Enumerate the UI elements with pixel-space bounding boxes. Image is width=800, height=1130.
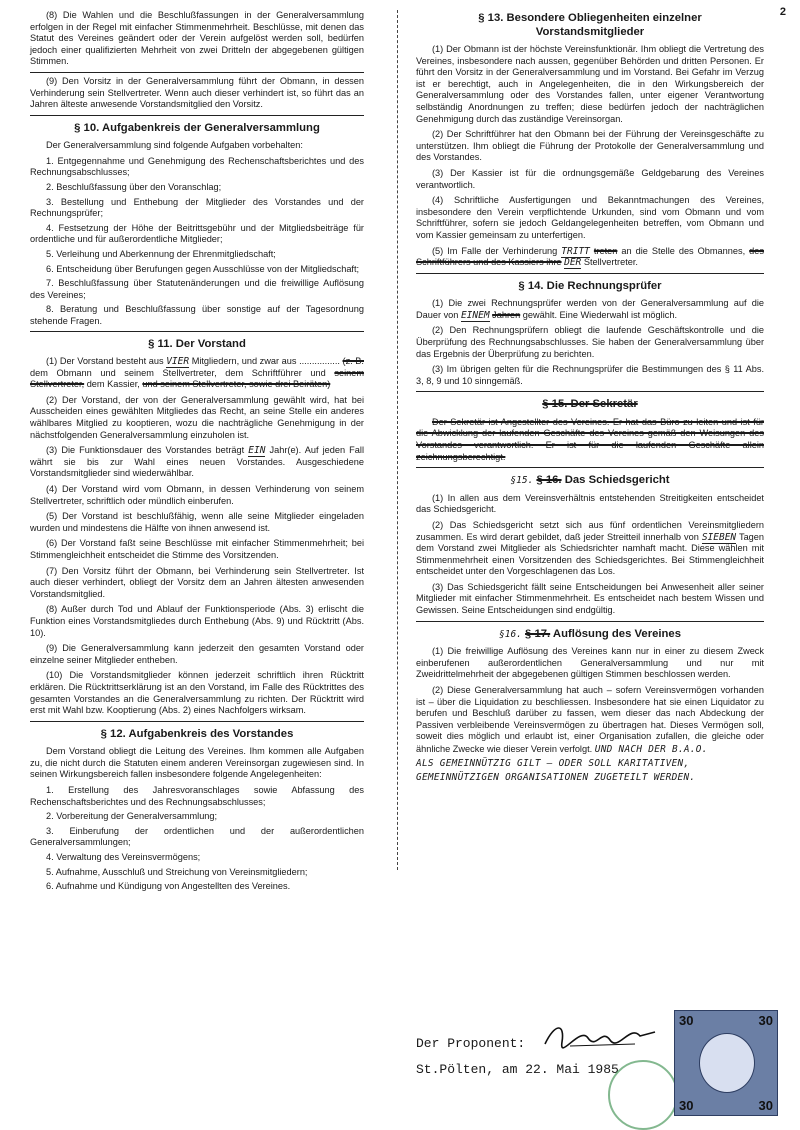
list-item: 1. Erstellung des Jahresvoranschlages sowie Abfassung des Rechenschaftsberichtes und des Rechnungsabschlusses; (30, 784, 364, 807)
right-column (416, 10, 764, 785)
section-16-paragraph-2 (416, 685, 764, 757)
struck-text: Jahren (492, 309, 521, 320)
handwritten-addition: UND NACH DER B.A.O. (594, 743, 708, 755)
list-item: 1. Entgegennahme und Genehmigung des Rechenschaftsberichtes und des Rechnungsabschlusses; (30, 155, 364, 178)
struck-text: des Schriftführers und des Kassiers ihre (416, 245, 764, 268)
text-fragment: Mitgliedern, und zwar aus (191, 356, 297, 367)
revenue-stamp (674, 1010, 778, 1116)
text-fragment: (3) Die Funktionsdauer des Vorstandes beträgt (46, 445, 245, 456)
vorstand-paragraph-6: (6) Der Vorstand faßt seine Beschlüsse mit einfacher Stimmenmehrheit; bei Stimmengleichheit entscheidet die Stimme des Vorsitzenden. (30, 538, 364, 560)
vorstand-paragraph-10: (10) Die Vorstandsmitglieder können jederzeit schriftlich ihren Rücktritt erklären. Die Rücktrittserklärung ist an den Vorstand, im Falle des Rücktrittes des gesamten Vorstandes an die Generalversammlung zu richten. Der Rücktritt wird erst mit Wahl bzw. Kooptierung (Abs. 2) eines Nachfolgers wirksam. (30, 670, 364, 716)
text-fragment: (2) Das Schiedsgericht setzt sich aus fünf ordentlichen Vereinsmitgliedern zusammen. Es wird derart gebildet, daß jeder Streitteil innerhalb von (416, 519, 764, 542)
section-14-paragraph-3: (3) Im übrigen gelten für die Rechnungsprüfer die Bestimmungen des § 11 Abs. 3, 8, 9 und 10 sinngemäß. (416, 364, 764, 386)
section-11-title: § 11. Der Vorstand (148, 337, 246, 350)
list-item: 2. Vorbereitung der Generalversammlung; (46, 811, 218, 822)
text-fragment: Tagen dem Vorstand zwei Mitglieder als Schiedsrichter namhaft macht. Diese wählen mit Stimmenmehrheit einen Vorsitzenden des Schiedsgerichtes. Bei Stimmengleichheit entscheidet unter den Vorgeschlagenen das Los. (416, 531, 765, 577)
section-15-old-title: § 15. Der Sekretär (542, 398, 638, 411)
title-text: Das Schiedsgericht (564, 474, 670, 487)
list-item: 2. Beschlußfassung über den Voranschlag; (46, 182, 222, 193)
stamp-value: 30 (758, 1013, 773, 1028)
divider (416, 273, 764, 274)
stamp-value: 30 (679, 1013, 694, 1028)
section-13-paragraph-2: (2) Der Schriftführer hat den Obmann bei der Führung der Vereinsgeschäfte zu unterstützen. Ihm obliegt die Führung der Protokolle der Generalversammlung und des Vorstandes. (416, 129, 764, 163)
list-item: 3. Einberufung der ordentlichen und der außerordentlichen Generalversammlungen; (30, 825, 364, 848)
text-fragment: Jahr(e). Auf jeden Fall währt sie bis zur Wahl eines neuen Vorstandes. Ausgeschiedene Vorstandsmitglieder sind wiederwählbar. (30, 445, 364, 479)
crest-icon (699, 1033, 755, 1093)
section-16-paragraph-1: (1) Die freiwillige Auflösung des Vereines kann nur in einer zu diesem Zweck einberufenen außerordentlichen Generalversammlung und nur mit Zweidrittelmehrheit der abgegebenen gültigen Stimmen beschlossen werden. (416, 646, 764, 680)
section-15-paragraph-2 (416, 520, 764, 578)
divider (30, 72, 364, 73)
column-divider (397, 10, 398, 870)
section-16-title (416, 628, 764, 642)
section-15-old-text: Der Sekretär ist Angestellter des Vereines. Er hat das Büro zu leiten und ist für die Abwicklung der laufenden Geschäfte des Vereines gemäß den Weisungen des Vorstandes verantwortlich. Er ist für die laufenden Geschäfte allein zeichnungsberechtigt. (416, 416, 764, 462)
text-fragment: (1) Der Vorstand besteht aus (46, 356, 164, 367)
handwritten-addition: GEMEINNÜTZIGEN ORGANISATIONEN ZUGETEILT WERDEN. (416, 771, 696, 783)
text-fragment: an die Stelle des Obmannes, (621, 245, 746, 256)
divider (416, 391, 764, 392)
handwritten-insert: VIER (166, 356, 190, 368)
title-text: Auflösung des Vereines (552, 627, 681, 640)
stamp-value: 30 (758, 1098, 773, 1113)
gv-paragraph-9: (9) Den Vorsitz in der Generalversammlung führt der Obmann, in dessen Verhinderung sein Stellvertreter. Wenn auch dieser verhindert ist, so führt das an Jahren älteste anwesende Vorstandsmitglied den Vorsitz. (30, 75, 364, 110)
divider (30, 115, 364, 116)
struck-text: und seinem Stellvertreter, sowie drei Beiräten) (142, 379, 331, 390)
section-12-title: § 12. Aufgabenkreis des Vorstandes (100, 727, 294, 740)
text-fragment: gewählt. Eine Wiederwahl ist möglich. (522, 309, 677, 320)
list-item: 5. Aufnahme, Ausschluß und Streichung von Vereinsmitgliedern; (46, 866, 308, 877)
vorstand-paragraph-1: (1) Der Vorstand besteht aus VIER Mitgliedern, und zwar aus ................ (z. B. dem Obmann und seinem Stellvertreter, dem Schriftführer und seinem Stellvertreter, dem Kassier, und seinem Stellvertreter, sowie drei Beiräten) (30, 356, 364, 390)
section-13-paragraph-5 (416, 246, 764, 269)
section-13-paragraph-4: (4) Schriftliche Ausfertigungen und Bekanntmachungen des Vereines, insbesondere den Verein verpflichtende Urkunden, sind vom Obmann und vom Schriftführer, sofern sie jedoch Geldangelegenheiten betreffen, vom Obmann und vom Kassier gemeinsam zu unterfertigen. (416, 195, 764, 240)
text-fragment: (5) Im Falle der Verhinderung (432, 245, 558, 256)
section-10-intro: Der Generalversammlung sind folgende Aufgaben vorbehalten: (46, 140, 303, 151)
handwritten-insert: TRITT (561, 245, 590, 257)
vorstand-paragraph-3 (30, 445, 364, 480)
proponent-label: Der Proponent: (416, 1036, 526, 1051)
vorstand-paragraph-9: (9) Die Generalversammlung kann jederzeit den gesamten Vorstand oder einzelne seiner Mitglieder entheben. (30, 643, 364, 665)
handwritten-insert: SIEBEN (701, 531, 737, 543)
left-column (30, 10, 364, 896)
vorstand-paragraph-7: (7) Den Vorsitz führt der Obmann, bei Verhinderung sein Stellvertreter. Ist auch dieser verhindert, obliegt der Vorsitz dem an Jahren ältesten anwesenden Vorstandsmitglied. (30, 565, 364, 599)
section-13-title (416, 12, 764, 39)
struck-number: § 17. (525, 627, 551, 640)
struck-number: § 16. (536, 474, 562, 487)
list-item: 3. Bestellung und Enthebung der Mitglieder des Vorstandes und der Rechnungsprüfer; (30, 196, 364, 219)
text-fragment: (2) Diese Generalversammlung hat auch – sofern Vereinsvermögen vorhanden ist – über die Liquidation zu beschliessen. Insbesondere hat sie einen Liquidator zu berufen und Beschluß darüber zu fassen, wem dieser das nach Abdeckung der Passiven verbleibende Vereinsvermögen zu übertragen hat. Dieses Vermögen soll, soweit dies möglich und erlaubt ist, einer Organisation zufallen, die gleiche oder ähnliche Zwecke wie dieser Verein verfolgt. (416, 684, 764, 754)
handwritten-number: §16. (499, 628, 522, 640)
handwritten-insert: EIN (248, 445, 266, 457)
vorstand-paragraph-5: (5) Der Vorstand ist beschlußfähig, wenn alle seine Mitglieder eingeladen wurden und mindestens die Hälfte von ihnen anwesend ist. (30, 511, 364, 533)
struck-text: (z. B. (342, 356, 364, 367)
section-13-paragraph-3: (3) Der Kassier ist für die ordnungsgemäße Geldgebarung des Vereines verantwortlich. (416, 167, 764, 190)
handwritten-insert: DER (564, 257, 582, 269)
list-item: 4. Verwaltung des Vereinsvermögens; (46, 851, 201, 862)
vorstand-paragraph-8: (8) Außer durch Tod und Ablauf der Funktionsperiode (Abs. 3) erlischt die Funktion eines Vorstandsmitgliedes durch Enthebung (Abs. 9) und Rücktritt (Abs. 10). (30, 604, 364, 638)
text-fragment: Stellvertreter. (583, 257, 638, 268)
struck-text: seinem Stellvertreter, (30, 367, 364, 390)
title-line: § 13. Besondere Obliegenheiten einzelner (478, 12, 702, 24)
text-fragment: dem Kassier, (86, 379, 140, 390)
vorstand-paragraph-2: (2) Der Vorstand, der von der Generalversammlung gewählt wird, hat bei Ausscheiden eines gewählten Mitgliedes das Recht, an seine Stelle ein anderes wählbares Mitglied zu kooptieren, wozu die nachträgliche Genehmigung in der nächstfolgenden Generalversammlung einzuholen ist. (30, 394, 364, 440)
section-15-title (416, 474, 764, 488)
list-item: 6. Aufnahme und Kündigung von Angestellten des Vereines. (46, 881, 291, 892)
divider (416, 467, 764, 468)
section-14-paragraph-1 (416, 298, 764, 321)
section-14-title: § 14. Die Rechnungsprüfer (518, 279, 662, 292)
title-line: Vorstandsmitglieder (535, 25, 645, 38)
list-item: 7. Beschlußfassung über Statutenänderungen und die freiwillige Auflösung des Vereines; (30, 278, 364, 300)
text-fragment: (1) Die zwei Rechnungsprüfer werden von der Generalversammlung auf die Dauer von (416, 298, 764, 320)
place-date: St.Pölten, am 22. Mai 1985 (416, 1062, 619, 1077)
section-15-paragraph-1: (1) In allen aus dem Vereinsverhältnis entstehenden Streitigkeiten entscheidet das Schiedsgericht. (416, 492, 764, 515)
list-item: 4. Festsetzung der Höhe der Beitrittsgebühr und der Mitgliedsbeiträge für ordentliche und für außerordentliche Mitglieder; (30, 222, 364, 245)
divider (416, 621, 764, 622)
page-number: 2 (779, 6, 786, 18)
section-15-paragraph-3: (3) Das Schiedsgericht fällt seine Entscheidungen bei Anwesenheit aller seiner Mitglieder mit einfacher Stimmenmehrheit. Es entscheidet nach bestem Wissen und Gewissen. Seine Entscheidungen sind endgültig. (416, 581, 764, 616)
gv-paragraph-8: (8) Die Wahlen und die Beschlußfassungen in der Generalversammlung erfolgen in der Regel mit einfacher Stimmenmehrheit. Beschlüsse, mit denen das Statut des Vereines geändert oder der Verein aufgelöst werden soll, bedürfen jedoch einer qualifizierten Mehrheit von zwei Dritteln der abgegebenen gültigen Stimmen. (30, 10, 364, 67)
list-item: 8. Beratung und Beschlußfassung über sonstige auf der Tagesordnung stehende Fragen. (30, 304, 364, 326)
vorstand-paragraph-4: (4) Der Vorstand wird vom Obmann, in dessen Verhinderung von seinem Stellvertreter, schriftlich oder mündlich einberufen. (30, 484, 364, 506)
section-14-paragraph-2: (2) Den Rechnungsprüfern obliegt die laufende Geschäftskontrolle und die Überprüfung des Rechnungsabschlusses. Sie haben der Generalversammlung über das Ergebnis der Überprüfung zu berichten. (416, 325, 764, 359)
struck-text: treten (593, 245, 618, 256)
text-fragment: dem Obmann und seinem Stellvertreter, dem Schriftführer und (30, 367, 326, 378)
official-seal (608, 1060, 678, 1130)
divider (30, 721, 364, 722)
list-item: 5. Verleihung und Aberkennung der Ehrenmitgliedschaft; (46, 249, 276, 259)
section-10-title: § 10. Aufgabenkreis der Generalversammlung (74, 121, 320, 134)
stamp-value: 30 (679, 1098, 694, 1113)
divider (30, 331, 364, 332)
handwritten-insert: EINEM (460, 309, 490, 321)
stamp-group (590, 1010, 782, 1120)
handwritten-number: §15. (510, 475, 534, 487)
list-item: 6. Entscheidung über Berufungen gegen Ausschlüsse von der Mitgliedschaft; (46, 263, 360, 274)
section-12-intro: Dem Vorstand obliegt die Leitung des Vereines. Ihm kommen alle Aufgaben zu, die nicht durch die Statuten einem anderen Vereinsorgan zugewiesen sind. In seinen Wirkungsbereich fallen insbesondere folgende Angelegenheiten: (30, 746, 364, 780)
section-13-paragraph-1: (1) Der Obmann ist der höchste Vereinsfunktionär. Ihm obliegt die Vertretung des Vereines, insbesondere nach aussen, gegenüber Behörden und dritten Personen. Er führt den Vorsitz in der Generalversammlung und im Vorstand. Bei Gefahr im Verzug ist er berechtigt, auch in Angelegenheiten, die in den Wirkungsbereich der Generalversammlung oder des Vorstandes fallen, unter eigener Verantwortung selbständig Anordnungen zu treffen; diese bedürfen jedoch der nachträglichen Genehmigung durch das zuständige Vereinsorgan. (416, 44, 764, 124)
handwritten-addition: ALS GEMEINNÜTZIG GILT – ODER SOLL KARITATIVEN, (416, 757, 690, 769)
